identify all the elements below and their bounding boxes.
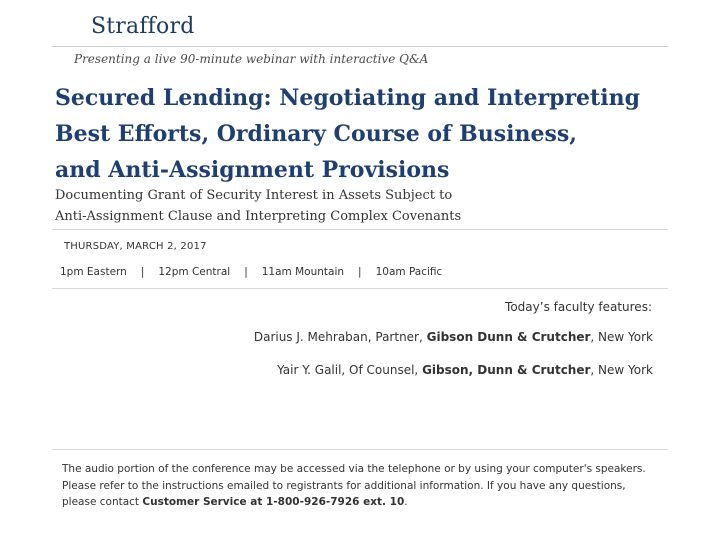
customer-service-contact: Customer Service at 1-800-926-7926 ext. 10: [142, 496, 405, 508]
footer-end: .: [404, 496, 408, 508]
audio-instructions: [62, 461, 662, 511]
time-central: 12pm Central: [158, 266, 231, 278]
faculty-member: [277, 363, 653, 377]
title-line-1: Secured Lending: Negotiating and Interpreting: [55, 85, 640, 111]
tagline: Presenting a live 90-minute webinar with interactive Q&A: [74, 52, 429, 66]
time-separator: |: [358, 266, 362, 278]
faculty-firm: Gibson Dunn & Crutcher: [426, 330, 591, 344]
subtitle-line-2: Anti-Assignment Clause and Interpreting Complex Covenants: [55, 209, 462, 224]
faculty-name-title: Darius J. Mehraban, Partner,: [253, 330, 427, 344]
strafford-logo: Strafford: [91, 14, 195, 39]
webinar-title: [55, 80, 675, 188]
faculty-heading: Today’s faculty features:: [505, 300, 652, 314]
time-pacific: 10am Pacific: [375, 266, 443, 278]
subtitle-line-1: Documenting Grant of Security Interest in Assets Subject to: [55, 188, 453, 203]
title-line-3: and Anti-Assignment Provisions: [55, 157, 450, 183]
subtitle-divider: [52, 229, 668, 230]
faculty-location: , New York: [590, 363, 653, 377]
time-separator: |: [244, 266, 248, 278]
footer-text: The audio portion of the conference may be accessed via the telephone or by using your computer's speakers. Please refer to the instructions emailed to registrants for additional information. If you have any questions, please contact: [62, 463, 646, 508]
top-divider: [52, 46, 668, 47]
schedule-divider: [52, 288, 668, 289]
webinar-times: [60, 266, 442, 278]
faculty-name-title: Yair Y. Galil, Of Counsel,: [277, 363, 423, 377]
time-separator: |: [140, 266, 145, 278]
time-mountain: 11am Mountain: [261, 266, 345, 278]
time-eastern: 1pm Eastern: [60, 266, 127, 278]
faculty-location: , New York: [590, 330, 653, 344]
faculty-firm: Gibson, Dunn & Crutcher: [422, 363, 591, 377]
webinar-subtitle: [55, 185, 675, 227]
webinar-date: THURSDAY, MARCH 2, 2017: [64, 241, 207, 252]
title-line-2: Best Efforts, Ordinary Course of Business,: [55, 121, 577, 147]
faculty-member: [254, 330, 653, 344]
footer-divider: [52, 449, 668, 450]
